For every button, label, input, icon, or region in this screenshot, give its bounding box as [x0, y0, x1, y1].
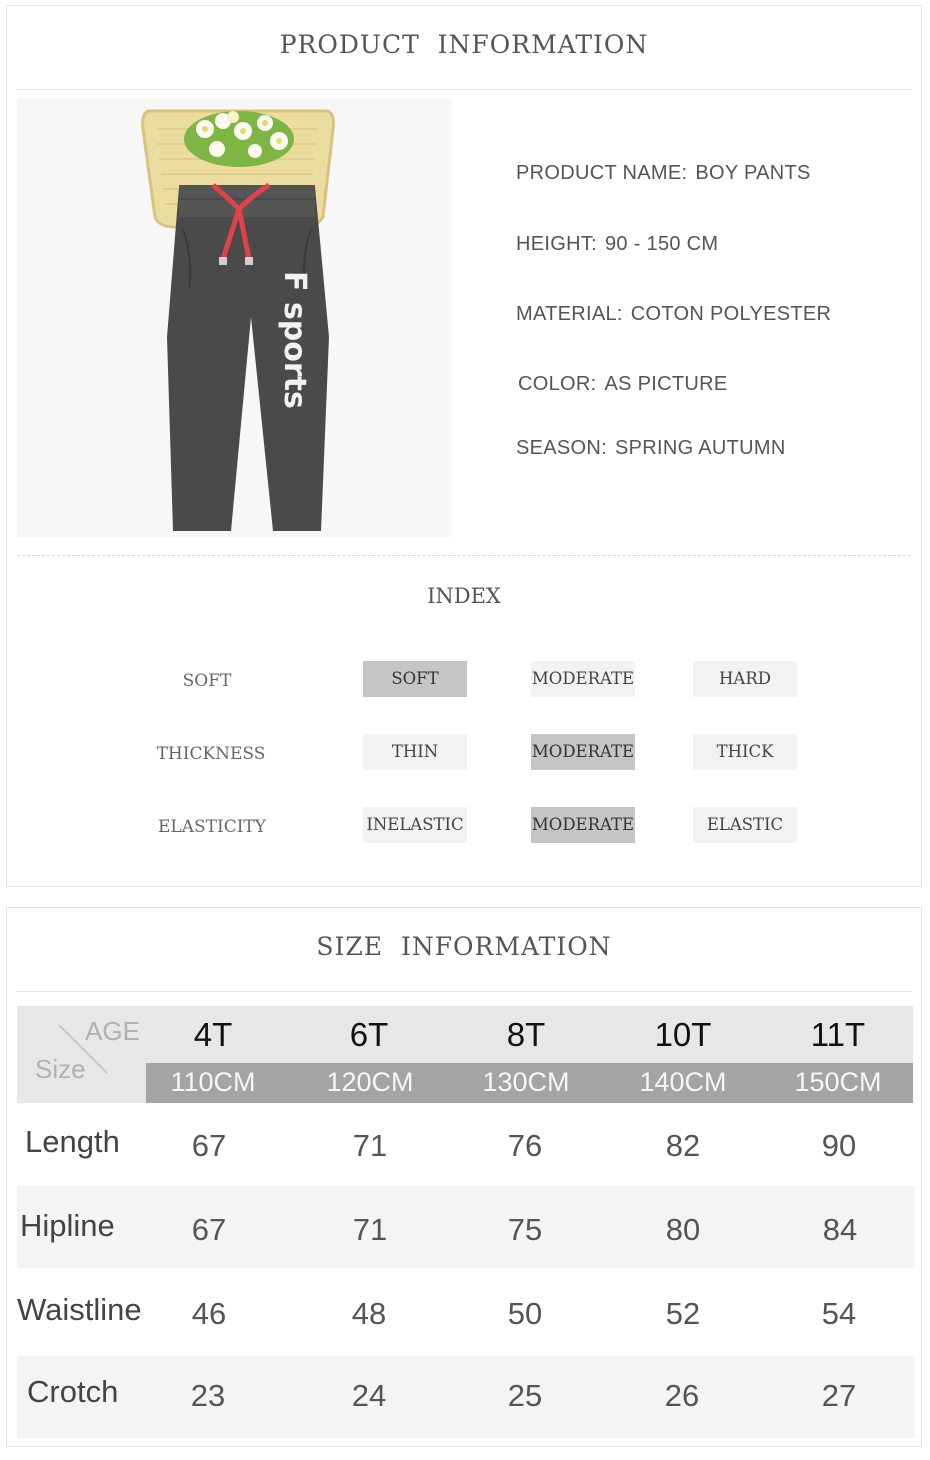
row-label-crotch: Crotch — [27, 1374, 119, 1409]
table-row — [17, 1356, 915, 1438]
table-cell: 48 — [351, 1296, 387, 1331]
table-row — [17, 1104, 915, 1186]
row-label-length: Length — [25, 1124, 120, 1159]
table-cell: 75 — [507, 1212, 543, 1247]
info-height — [516, 233, 718, 256]
height-header-cell: 110CM — [170, 1067, 256, 1097]
info-value: AS PICTURE — [604, 373, 728, 395]
table-row — [17, 1186, 915, 1268]
index-option-hard[interactable]: HARD — [693, 661, 797, 697]
size-information-title: SIZE INFORMATION — [316, 932, 612, 961]
table-cell: 84 — [822, 1212, 858, 1247]
row-label-hipline: Hipline — [20, 1208, 115, 1243]
height-header-cell: 140CM — [639, 1067, 727, 1097]
info-value: COTON POLYESTER — [630, 303, 832, 325]
info-material — [516, 303, 831, 326]
table-cell: 67 — [191, 1128, 227, 1163]
index-option-moderate[interactable]: MODERATE — [531, 661, 635, 697]
info-label: SEASON: — [516, 437, 608, 459]
table-row — [17, 1270, 915, 1352]
size-table-header — [17, 1006, 913, 1103]
table-cell: 54 — [821, 1296, 857, 1331]
table-cell: 24 — [351, 1378, 387, 1413]
age-header-cell: 11T — [810, 1016, 866, 1053]
height-header-cell: 120CM — [326, 1067, 414, 1097]
index-label-soft: SOFT — [182, 671, 232, 691]
table-cell: 71 — [352, 1212, 388, 1247]
index-title: INDEX — [427, 584, 501, 608]
index-option-thin[interactable]: THIN — [363, 734, 467, 770]
info-label: COLOR: — [518, 373, 597, 395]
table-cell: 67 — [191, 1212, 227, 1247]
info-product-name — [516, 162, 811, 185]
table-cell: 52 — [665, 1296, 701, 1331]
product-information-title: PRODUCT INFORMATION — [279, 30, 649, 59]
index-label-elasticity: ELASTICITY — [158, 817, 266, 837]
index-option-soft[interactable]: SOFT — [363, 661, 467, 697]
index-option-elastic[interactable]: ELASTIC — [693, 807, 797, 843]
table-cell: 71 — [352, 1128, 388, 1163]
age-header-cell: 10T — [654, 1016, 712, 1053]
index-option-moderate[interactable]: MODERATE — [531, 807, 635, 843]
index-option-inelastic[interactable]: INELASTIC — [363, 807, 467, 843]
product-information-panel — [6, 5, 922, 887]
corner-size-label: Size — [35, 1054, 86, 1084]
pants-brand-print: F sports — [277, 271, 312, 409]
size-information-panel — [6, 907, 922, 1447]
table-cell: 90 — [821, 1128, 857, 1163]
info-color — [518, 373, 728, 396]
height-header-cell: 150CM — [794, 1067, 882, 1097]
info-label: MATERIAL: — [516, 303, 623, 325]
index-option-thick[interactable]: THICK — [693, 734, 797, 770]
table-cell: 25 — [507, 1378, 543, 1413]
table-cell: 50 — [507, 1296, 543, 1331]
boy-pants-image — [17, 99, 452, 537]
age-header-cell: 4T — [193, 1016, 233, 1053]
info-season — [516, 437, 786, 460]
table-cell: 23 — [190, 1378, 226, 1413]
info-value: SPRING AUTUMN — [615, 437, 786, 459]
size-title-divider — [17, 991, 911, 992]
info-value: 90 - 150 CM — [605, 233, 719, 255]
age-header-cell: 6T — [349, 1016, 389, 1053]
info-label: HEIGHT: — [516, 233, 597, 255]
table-cell: 82 — [665, 1128, 701, 1163]
age-header-cell: 8T — [506, 1016, 546, 1053]
info-label: PRODUCT NAME: — [516, 162, 688, 184]
info-value: BOY PANTS — [695, 162, 811, 184]
table-cell: 76 — [507, 1128, 543, 1163]
height-header-cell: 130CM — [482, 1067, 570, 1097]
index-option-moderate[interactable]: MODERATE — [531, 734, 635, 770]
table-cell: 46 — [191, 1296, 227, 1331]
row-label-waistline: Waistline — [17, 1292, 142, 1327]
index-divider — [17, 555, 911, 556]
title-divider — [17, 89, 911, 90]
index-label-thickness: THICKNESS — [156, 744, 266, 764]
product-photo — [17, 99, 452, 537]
table-cell: 26 — [664, 1378, 700, 1413]
corner-age-label: AGE — [85, 1016, 140, 1046]
table-cell: 27 — [821, 1378, 857, 1413]
table-cell: 80 — [665, 1212, 701, 1247]
